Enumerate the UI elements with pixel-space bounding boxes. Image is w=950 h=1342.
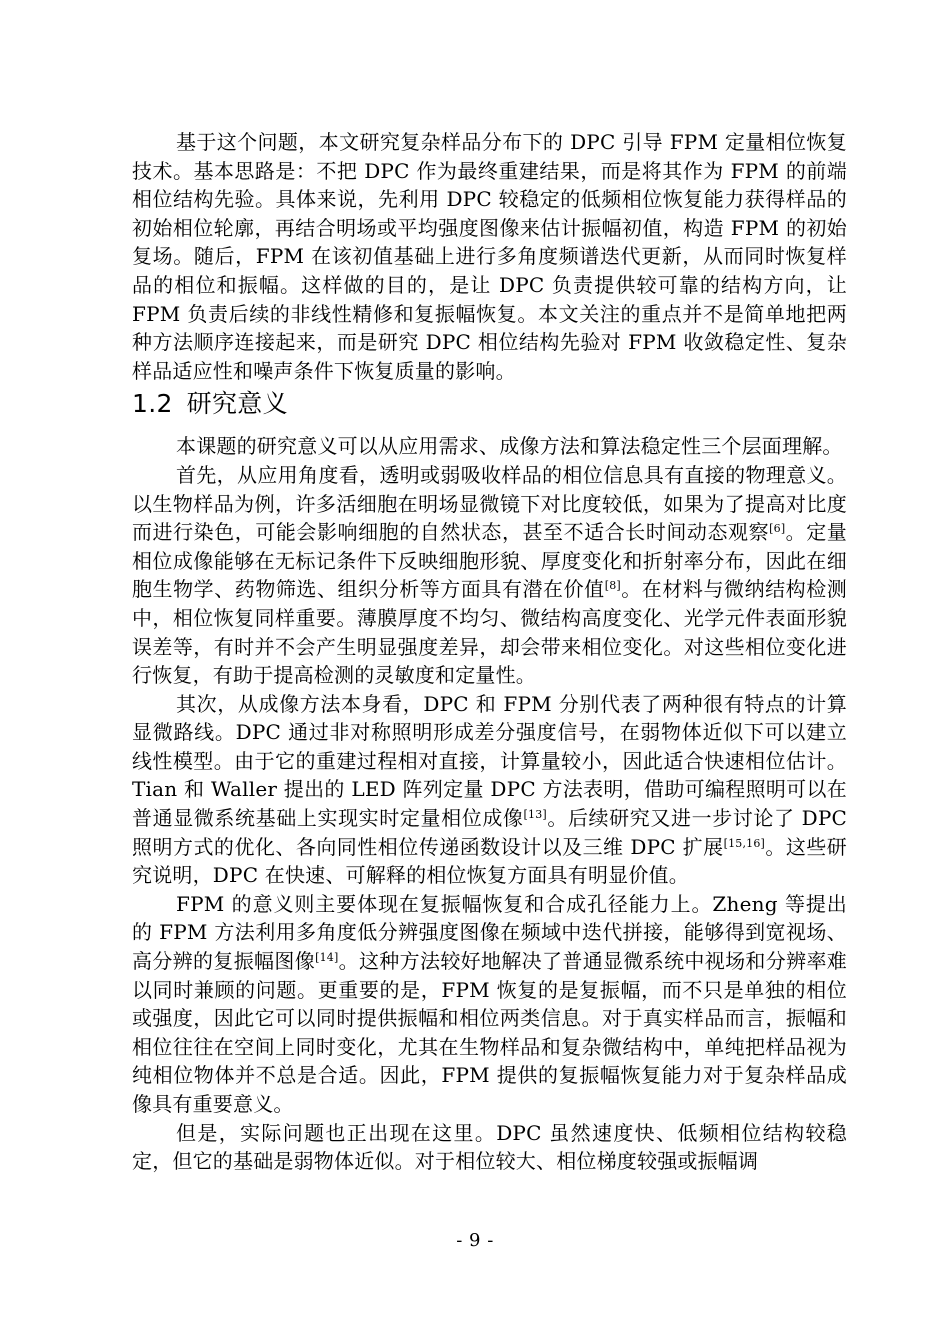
paragraph-text: 。这种方法较好地解决了普通显微系统中视场和分辨率难以同时兼顾的问题。更重要的是，FPM 恢复的是复振幅，而不只是单独的相位或强度，因此它可以同时提供振幅和相位两类信息。对于真实样品而言，振幅和相位往往在空间上同时变化，尤其在生物样品和复杂微结构中，单纯把样品视为纯相位物体并不总是合适。因此，FPM 提供的复振幅恢复能力对于复杂样品成像具有重要意义。 <box>132 949 847 1116</box>
section-number: 1.2 <box>132 389 173 419</box>
paragraph-text: 。在材料与微纳结构检测中，相位恢复同样重要。薄膜厚度不均匀、微结构高度变化、光学元件表面形貌误差等，有时并不会产生明显强度差异，却会带来相位变化。对这些相位变化进行恢复，有助于提高检测的灵敏度和定量性。 <box>132 577 847 688</box>
paragraph-text: 。后续研究又进一步讨论了 DPC 照明方式的优化、各向同性相位传递函数设计以及三维 DPC 扩展 <box>132 806 847 859</box>
paragraph-text: 其次，从成像方法本身看，DPC 和 FPM 分别代表了两种很有特点的计算显微路线。DPC 通过非对称照明形成差分强度信号，在弱物体近似下可以建立线性模型。由于它的重建过程相对直接，计算量较小，因此适合快速相位估计。Tian 和 Waller 提出的 LED 阵列定量 DPC 方法表明，借助可编程照明可以在普通显微系统基础上实现实时定量相位成像 <box>132 691 847 831</box>
document-page <box>132 128 847 1176</box>
citation: [6] <box>769 522 786 536</box>
body-paragraph: 基于这个问题，本文研究复杂样品分布下的 DPC 引导 FPM 定量相位恢复技术。基本思路是：不把 DPC 作为最终重建结果，而是将其作为 FPM 的前端相位结构先验。具体来说，先利用 DPC 较稳定的低频相位恢复能力获得样品的初始相位轮廓，再结合明场或平均强度图像来估计振幅初值，构造 FPM 的初始复场。随后，FPM 在该初值基础上进行多角度频谱迭代更新，从而同时恢复样品的相位和振幅。这样做的目的，是让 DPC 负责提供较可靠的结构方向，让 FPM 负责后续的非线性精修和复振幅恢复。本文关注的重点并不是简单地把两种方法顺序连接起来，而是研究 DPC 相位结构先验对 FPM 收敛稳定性、复杂样品适应性和噪声条件下恢复质量的影响。 <box>132 130 847 383</box>
body-paragraph <box>132 690 847 890</box>
body-paragraph: 本课题的研究意义可以从应用需求、成像方法和算法稳定性三个层面理解。 <box>176 434 843 459</box>
body-paragraph <box>132 461 847 690</box>
section-heading <box>132 387 847 421</box>
body-paragraph <box>132 890 847 1119</box>
paragraph-text: FPM 的意义则主要体现在复振幅恢复和合成孔径能力上。Zheng 等提出的 FPM 方法利用多角度低分辨强度图像在频域中迭代拼接，能够得到宽视场、高分辨的复振幅图像 <box>132 891 847 974</box>
citation: [13] <box>523 808 547 822</box>
citation: [14] <box>315 951 339 965</box>
citation: [15,16] <box>723 836 766 850</box>
paragraph-text: 首先，从应用角度看，透明或弱吸收样品的相位信息具有直接的物理意义。以生物样品为例，许多活细胞在明场显微镜下对比度较低，如果为了提高对比度而进行染色，可能会影响细胞的自然状态，甚至不适合长时间动态观察 <box>132 462 847 545</box>
page-number: - 9 - <box>456 1230 494 1251</box>
body-paragraph: 但是，实际问题也正出现在这里。DPC 虽然速度快、低频相位结构较稳定，但它的基础是弱物体近似。对于相位较大、相位梯度较强或振幅调 <box>132 1120 847 1174</box>
paragraph-text: 。这些研究说明，DPC 在快速、可解释的相位恢复方面具有明显价值。 <box>132 834 847 888</box>
section-title: 研究意义 <box>186 389 288 419</box>
citation: [8] <box>604 579 621 593</box>
paragraph-text: 。定量相位成像能够在无标记条件下反映细胞形貌、厚度变化和折射率分布，因此在细胞生物学、药物筛选、组织分析等方面具有潜在价值 <box>132 520 847 602</box>
